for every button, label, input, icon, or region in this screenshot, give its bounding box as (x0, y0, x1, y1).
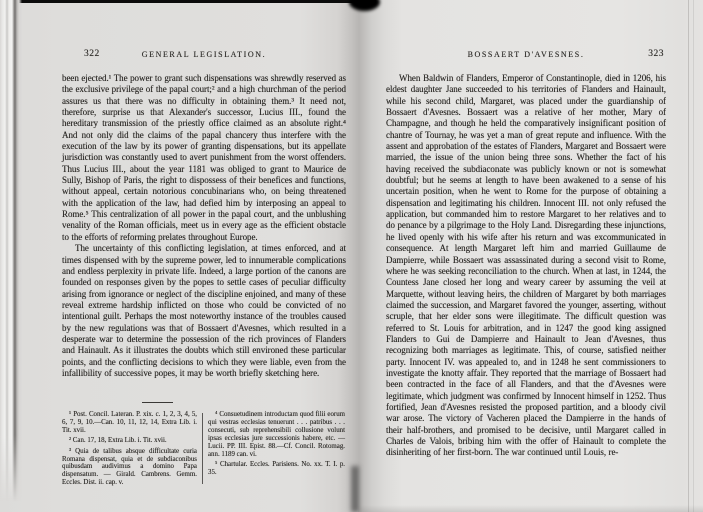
left-page (62, 50, 346, 500)
right-page-edge (688, 0, 689, 512)
bottom-page-edge-shadow (358, 505, 703, 512)
right-page (386, 50, 666, 500)
footnote-5: ⁵ Chartular. Eccles. Parisiens. No. xx. T. I. p. 35. (208, 460, 345, 476)
right-running-head (386, 50, 666, 62)
left-page-body (62, 73, 346, 379)
footnote-1: ¹ Post. Concil. Lateran. P. xix. c. 1, 2, 3, 4, 5, 6, 7, 9, 10.—Can. 10, 11, 12, 14, Extra Lib. i. Tit. xvii. (62, 411, 197, 434)
left-page-number: 322 (84, 49, 100, 59)
right-running-title: BOSSAERT D'AVESNES. (467, 50, 585, 59)
scan-top-edge (0, 0, 376, 3)
footnote-separator-rule (142, 402, 173, 403)
binding-shadow-top (349, 0, 380, 11)
right-page-body (386, 73, 666, 459)
footnote-2: ² Can. 17, 18, Extra Lib. i. Tit. xvii. (69, 437, 167, 445)
footnote-column-2 (208, 411, 345, 490)
paragraph: The uncertainty of this conflicting legislation, at times enforced, and at times dispensed with by the supreme power, led to innumerable complications and endless perplexity in private life. Indeed, a large portion of the canons are founded on responses given by the popes to settle cases of peculiar difficulty arising from ignorance or neglect of the discipline enjoined, and many of these reveal extreme hardship inflicted on those who could be convicted of no intentional guilt. Perhaps the most noteworthy instance of the troubles caused by the new regulations was that of Bossaert d'Avesnes, which resulted in a desperate war to determine the possession of the rich provinces of Flanders and Hainault. As it illustrates the doubts which still environed these particular points, and the conflicting decisions to which they were liable, even from the infallibility of successive popes, it may be worth briefly sketching here. (62, 243, 346, 378)
paragraph: When Baldwin of Flanders, Emperor of Constantinople, died in 1206, his eldest daughter Jane succeeded to his territories of Flanders and Hainault, while his second child, Margaret, was placed under the guardianship of Bossaert d'Avesnes. Bossaert was a relative of her mother, Mary of Champagne, and though he held the comparatively insignificant position of chantre of Tournay, he was yet a man of great repute and influence. With the assent and approbation of the estates of Flanders, Margaret and Bossaert were married, the issue of the union being three sons. Whether the fact of his having received the subdiaconate was publicly known or not is somewhat doubtful; but he seems at length to have been awakened to a sense of his uncertain position, when he went to Rome for the purpose of obtaining a dispensation and legitimating his children. Innocent III. not only refused the application, but commanded him to restore Margaret to her relatives and to do penance by a pilgrimage to the Holy Land. Disregarding these injunctions, he lived openly with his wife after his return and was excommunicated in consequence. At length Margaret left him and married Guillaume de Dampierre, while Bossaert was assassinated during a second visit to Rome, where he was seeking reconciliation to the church. When at last, in 1244, the Countess Jane closed her long and weary career by assuming the veil at Marquette, without leaving heirs, the children of Margaret by both marriages claimed the succession, and Margaret favored the younger, asserting, without scruple, that her elder sons were illegitimate. The difficult question was referred to St. Louis for arbitration, and in 1247 the good king assigned Flanders to Gui de Dampierre and Hainault to Jean d'Avesnes, thus recognizing both marriages as legitimate. This, of course, satisfied neither party. Innocent IV. was appealed to, and in 1248 he sent commissioners to investigate the knotty affair. They reported that the marriage of Bossaert had been contracted in the face of all Flanders, and that the d'Avesnes were legitimate, which judgment was confirmed by Innocent himself in 1252. Thus fortified, Jean d'Avesnes resisted the proposed partition, and a bloody civil war arose. The victory of Vacheren placed the Dampierre in the hands of their half-brothers, and promised to be decisive, until Margaret called in Charles de Valois, bribing him with the offer of Hainault to complete the disinheriting of her first-born. The war continued until Louis, re- (386, 73, 666, 458)
footnote-column-1 (62, 411, 197, 490)
left-page-edges (0, 0, 22, 512)
right-page-number: 323 (648, 49, 664, 59)
footnote-3: ³ Quia de talibus absque difficultate curia Romana dispensat, quia et de subdiaconibus quibusdam audivimus a domino Papa dispensatum. — Girald. Cambrens. Gemm. Eccles. Dist. ii. cap. v. (62, 447, 197, 487)
left-page-footnotes (62, 411, 346, 490)
left-running-title: GENERAL LEGISLATION. (141, 50, 267, 59)
footnote-4: ⁴ Consuetudinem introductam quod filii eorum qui vestras ecclesias tenuerunt . . . patribus . . . consecuti, sub reprehensibili collusione volunt ipsas ecclesias jure successionis habere, etc. — Lucii. PP. III. Epist. 88.—Cf. Concil. Rotomag. ann. 1189 can. vi. (208, 411, 345, 458)
left-running-head (62, 50, 346, 62)
paragraph: been ejected.¹ The power to grant such dispensations was shrewdly reserved as the exclusive privilege of the papal court;² and a high churchman of the period assures us that there was no difficulty in obtaining them.³ It need not, therefore, surprise us that Alexander's successor, Lucius III., found the hereditary transmission of the priestly office claimed as an absolute right.⁴ And not only did the claims of the papal chancery thus interfere with the execution of the law by its power of granting dispensations, but its appellate jurisdiction was constantly used to avert punishment from the worst offenders. Thus Lucius III., about the year 1181 was obliged to grant to Maurice de Sully, Bishop of Paris, the right to dispossess of their benefices and functions, without appeal, certain notorious concubinarians who, on being threatened with the application of the law, had defied him by interposing an appeal to Rome.⁵ This centralization of all power in the papal court, and the unblushing venality of the Roman officials, meet us in every age as the efficient obstacle to the efforts of reforming prelates throughout Europe. (62, 73, 346, 242)
footnote-column-divider (202, 413, 203, 484)
